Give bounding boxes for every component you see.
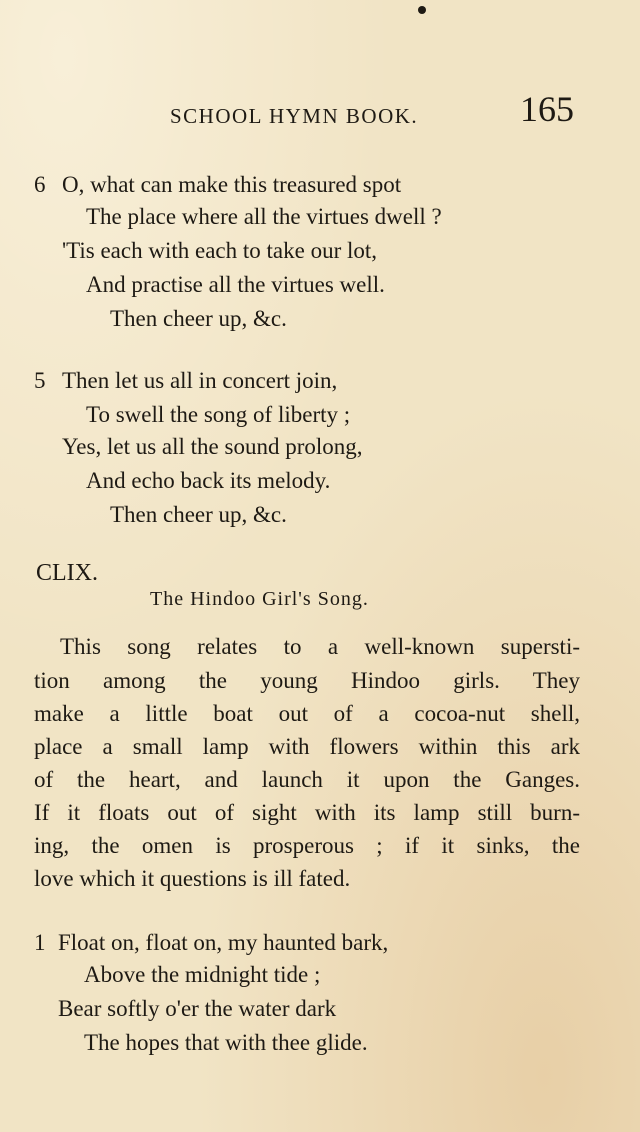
prose-line: of the heart, and launch it upon the Ganges. <box>34 767 580 792</box>
prose-line: make a little boat out of a cocoa-nut shell, <box>34 701 580 726</box>
verse-line: Then let us all in concert join, <box>62 368 338 393</box>
prose-line: place a small lamp with flowers within this ark <box>34 734 580 759</box>
hymn-title: The Hindoo Girl's Song. <box>150 588 369 610</box>
verse-line: The hopes that with thee glide. <box>84 1030 368 1055</box>
verse-line: Bear softly o'er the water dark <box>58 996 337 1021</box>
verse-line: The place where all the virtues dwell ? <box>86 204 442 229</box>
prose-line: love which it questions is ill fated. <box>34 866 351 891</box>
refrain-line: Then cheer up, &c. <box>110 502 287 527</box>
running-title: SCHOOL HYMN BOOK. <box>170 104 419 128</box>
prose-line: If it floats out of sight with its lamp still burn- <box>34 800 580 825</box>
verse-line: Yes, let us all the sound prolong, <box>62 434 363 459</box>
stanza-number: 1 <box>34 930 46 955</box>
ink-speck <box>418 6 426 14</box>
verse-line: And practise all the virtues well. <box>86 272 385 297</box>
verse-line: Above the midnight tide ; <box>84 962 321 987</box>
hymn-number: CLIX. <box>36 560 98 586</box>
refrain-line: Then cheer up, &c. <box>110 306 287 331</box>
verse-line: To swell the song of liberty ; <box>86 402 351 427</box>
stanza-number: 5 <box>34 368 46 393</box>
prose-line: This song relates to a well-known supersti- <box>60 634 580 659</box>
verse-line: Float on, float on, my haunted bark, <box>58 930 389 955</box>
verse-line: 'Tis each with each to take our lot, <box>62 238 378 263</box>
prose-line: tion among the young Hindoo girls. They <box>34 668 580 693</box>
stanza-number: 6 <box>34 172 46 197</box>
verse-line: O, what can make this treasured spot <box>62 172 402 197</box>
prose-line: ing, the omen is prosperous ; if it sinks, the <box>34 833 580 858</box>
page-number: 165 <box>520 89 574 129</box>
verse-line: And echo back its melody. <box>86 468 331 493</box>
